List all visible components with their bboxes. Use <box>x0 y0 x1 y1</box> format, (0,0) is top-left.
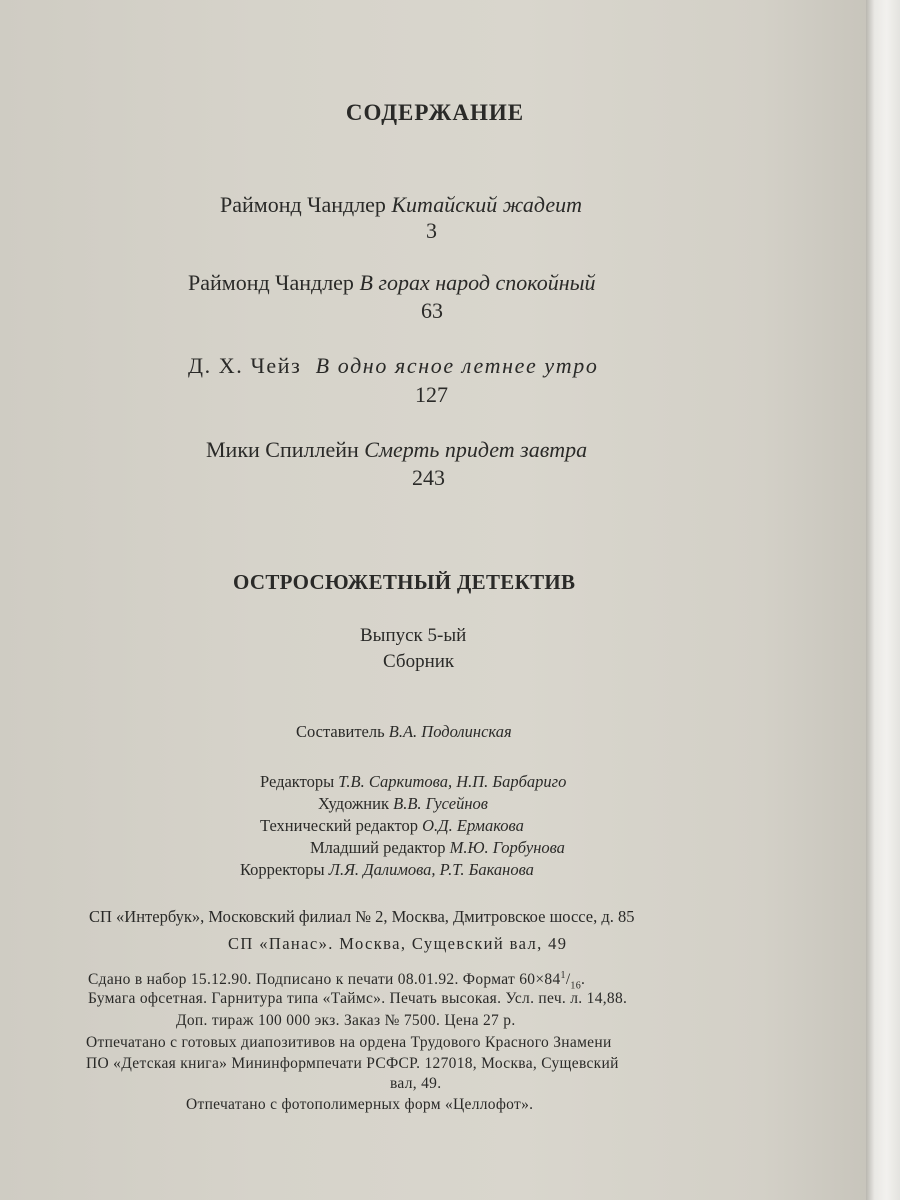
toc-page-number: 243 <box>412 465 445 490</box>
toc-page-number: 63 <box>421 298 443 323</box>
publisher-line-2: СП «Панас». Москва, Сущевский вал, 49 <box>228 934 568 953</box>
toc-entry-3 <box>188 353 866 379</box>
imprint-line-1 <box>88 970 866 991</box>
format-superscript: 1 <box>560 970 566 981</box>
format-subscript: 16 <box>570 980 582 992</box>
publisher-line-1: СП «Интербук», Московский филиал № 2, Москва, Дмитровское шоссе, д. 85 <box>89 907 635 926</box>
imprint-text: Сдано в набор 15.12.90. Подписано к печати 08.01.92. Формат 60×84 <box>88 971 561 989</box>
imprint-line-2: Бумага офсетная. Гарнитура типа «Таймс». Печать высокая. Усл. печ. л. 14,88. <box>88 990 628 1007</box>
junior-editor-name: М.Ю. Горбунова <box>449 838 565 857</box>
editors-names: Т.В. Саркитова, Н.П. Барбариго <box>338 772 567 791</box>
compiler-line <box>296 722 866 742</box>
imprint-line-7: Отпечатано с фотополимерных форм «Целлофот». <box>186 1096 534 1113</box>
toc-work: Китайский жадеит <box>391 192 582 217</box>
toc-entry-2 <box>188 270 866 296</box>
contents-title: СОДЕРЖАНИЕ <box>345 100 525 125</box>
editors-label: Редакторы <box>260 772 335 791</box>
toc-author: Раймонд Чандлер <box>220 192 386 217</box>
issue-number: Выпуск 5-ый <box>360 625 467 646</box>
proofreaders-line <box>240 860 866 880</box>
junior-editor-line <box>310 838 866 858</box>
book-type: Сборник <box>383 651 455 672</box>
toc-work: Смерть придет завтра <box>364 437 588 462</box>
toc-page-number: 127 <box>415 382 448 407</box>
artist-line <box>318 794 866 814</box>
toc-work: В горах народ спокойный <box>359 270 596 295</box>
proofreaders-names: Л.Я. Далимова, Р.Т. Баканова <box>328 860 534 879</box>
junior-editor-label: Младший редактор <box>310 838 446 857</box>
tech-editor-line <box>260 816 866 836</box>
toc-entry-1 <box>220 192 866 218</box>
toc-author: Д. Х. Чейз <box>188 353 302 378</box>
artist-label: Художник <box>318 794 389 813</box>
editors-line <box>260 772 866 792</box>
next-page-edge <box>866 0 900 1200</box>
format-slash: / <box>565 971 571 989</box>
tech-editor-label: Технический редактор <box>260 816 418 835</box>
toc-author: Раймонд Чандлер <box>188 270 354 295</box>
series-title: ОСТРОСЮЖЕТНЫЙ ДЕТЕКТИВ <box>233 570 576 594</box>
toc-work: В одно ясное летнее утро <box>315 353 599 378</box>
toc-entry-4 <box>206 437 866 463</box>
artist-name: В.В. Гусейнов <box>393 794 488 813</box>
proofreaders-label: Корректоры <box>240 860 325 879</box>
tech-editor-name: О.Д. Ермакова <box>422 816 524 835</box>
imprint-line-4: Отпечатано с готовых диапозитивов на ордена Трудового Красного Знамени <box>86 1034 612 1051</box>
toc-page-number: 3 <box>426 218 437 243</box>
toc-author: Мики Спиллейн <box>206 437 359 462</box>
imprint-line-3: Доп. тираж 100 000 экз. Заказ № 7500. Цена 27 р. <box>176 1012 516 1029</box>
imprint-line-6: вал, 49. <box>390 1075 442 1092</box>
format-end: . <box>581 971 586 989</box>
compiler-name: В.А. Подолинская <box>388 722 512 741</box>
imprint-line-5: ПО «Детская книга» Мининформпечати РСФСР. 127018, Москва, Сущевский <box>86 1055 619 1072</box>
compiler-label: Составитель <box>296 722 385 741</box>
